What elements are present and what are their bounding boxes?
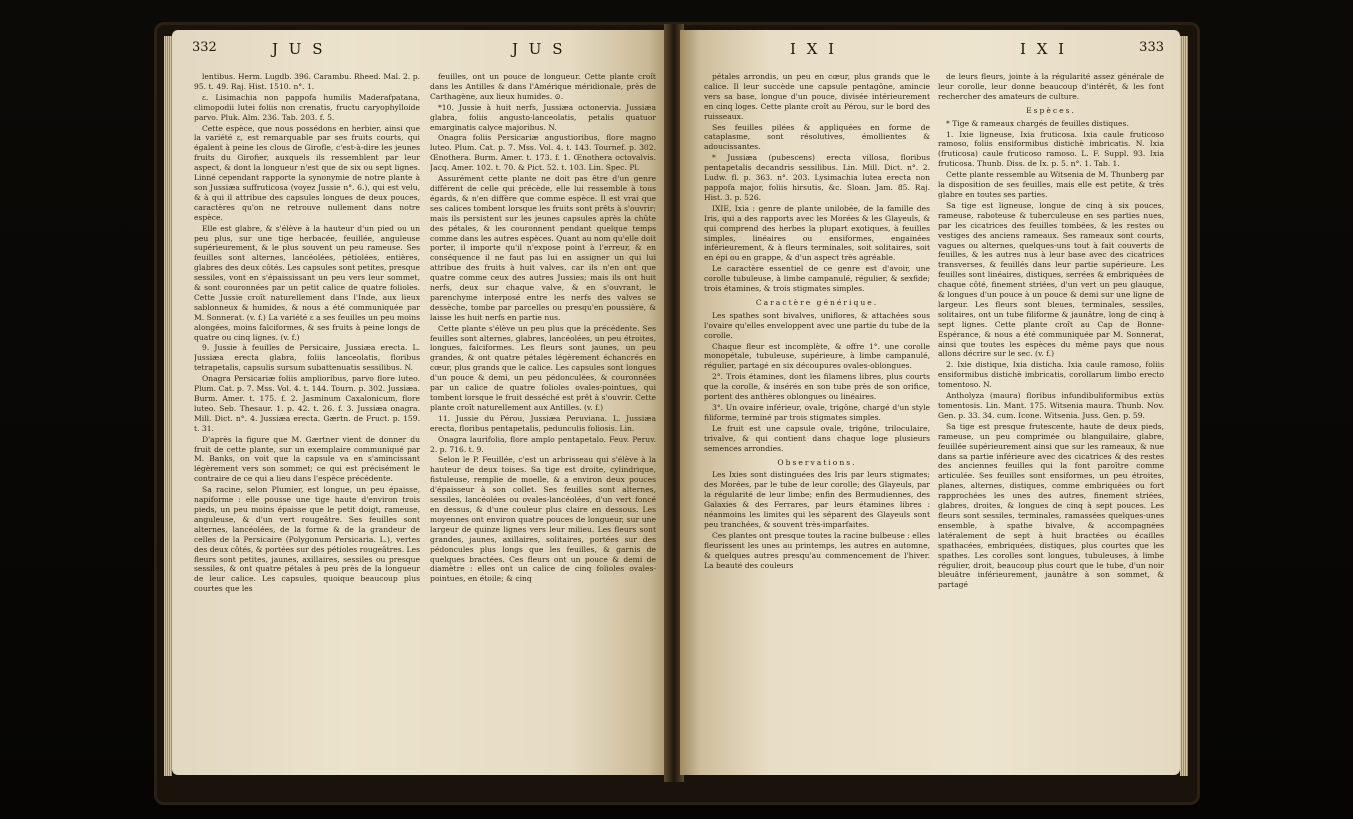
paragraph: Chaque fleur est incomplète, & offre 1°. une corolle monopétale, tubuleuse, supérieure, à limbe campanulé, régulier, partagé en six découpures ovales-oblongues.	[704, 341, 930, 371]
right-page-number: 333	[1139, 40, 1164, 55]
right-header-col1: I X I	[790, 40, 838, 58]
paragraph: Cette espèce, que nous possédons en herbier, ainsi que la variété ε, est remarquable par ses fruits courts, qui égalent à peine les clous de Girofle, c'est-à-dire les jeunes fruits du Girofier, auxquels ils ressemblent par leur aspect, & dont la longueur n'est que de six ou sept lignes. Linné cependant rapporte la synonymie de notre plante à son Jussiæa suffruticosa (voyez Jussie n°. 6.), qui est velu, & à qui il attribue des capsules longues de deux pouces, caractères qu'on ne retrouve nullement dans notre espèce.	[194, 123, 420, 222]
paragraph: Cette plante ressemble au Witsenia de M. Thunberg par la disposition de ses feuilles, mais elle est petite, & très glabre en toutes ses parties.	[938, 170, 1164, 199]
right-column-1	[704, 72, 930, 762]
paragraph: Assurément cette plante ne doit pas être d'un genre différent de celle qui précède, elle lui ressemble à tous égards, & n'en diffère que comme espèce. Il est vrai que ses calices tombent lorsque les fruits sont prêts à s'ouvrir; mais ils persistent sur les jeunes capsules après la chûte des pétales, & les couronnent pendant quelque temps comme dans les autres espèces. Quant au nom qu'elle doit porter, il importe qu'il n'expose point à l'erreur, & en conséquence il ne faut pas lui en assigner un qui lui attribue des fruits à huit valves, car ils n'en ont que quatre comme ceux des autres Jussies; mais ils ont huit nerfs, deux sur chaque valve, & en s'ouvrant, le parenchyme interposé entre les nerfs des valves se dessèche, tombe par parcelles ou presqu'en poussière, & laisse les huit nerfs en partie nus.	[430, 174, 656, 322]
left-column-2	[430, 72, 656, 762]
section-heading: Caractère générique.	[755, 297, 879, 307]
paragraph: Elle est glabre, & s'élève à la hauteur d'un pied ou un peu plus, sur une tige herbacée, feuillée, anguleuse supérieurement, & le plus souvent un peu rameuse. Ses feuilles sont alternes, lancéolées, pétiolées, entières, glabres des deux côtés. Les capsules sont petites, presque sessiles, vont en s'épaississant un peu vers leur sommet, & sont couronnées par un petit calice de quatre folioles. Cette Jussie croît naturellement dans l'Inde, aux lieux sablonneux & humides, & nous a été communiquée par M. Sonnerat. (v. f.) La variété ε a ses feuilles un peu moins alongées, moins falciformes, & ses fruits à peine longs de quatre ou cinq lignes. (v. f.)	[194, 223, 420, 342]
paragraph: 1. Ixie ligneuse, Ixia fruticosa. Ixia caule fruticoso ramoso, foliis ensiformibus distichè imbricatis. N. Ixia (fruticosa) caule fruticoso ramoso. L. F. Suppl. 93. Ixia fruticosa. Thunb. Diss. de Ix. p. 5. n°. 1. Tab. 1.	[938, 129, 1164, 169]
paragraph: Onagra foliis Persicariæ angustioribus, flore magno luteo. Plum. Cat. p. 7. Mss. Vol. 4. t. 143. Tournef. p. 302. Œnothera. Burm. Amer. t. 173. f. 1. Œnothera octovalvis. Jacq. Amer. 102. t. 70. & Pict. 52. t. 103. Lin. Spec. Pl.	[430, 133, 656, 173]
paragraph: 3°. Un ovaire inférieur, ovale, trigône, chargé d'un style filiforme, terminé par trois stigmates simples.	[704, 403, 930, 422]
paragraph: Les spathes sont bivalves, uniflores, & attachées sous l'ovaire qu'elles enveloppent avec une partie du tube de la corolle.	[704, 310, 930, 340]
paragraph: Sa tige est ligneuse, longue de cinq à six pouces, rameuse, raboteuse & tuberculeuse en ses parties nues, par les cicatrices des feuilles tombées, & les restes ou vestiges des anciens rameaux. Ses rameaux sont courts, vagues ou alternes, quelques-uns tout à fait couverts de feuilles, & les autres nus à leur base avec des cicatrices transverses, & feuillés dans leur partie supérieure. Les feuilles sont linéaires, distiques, serrées & embriquées de chaque côté, finement striées, d'un vert un peu glauque, & longues d'un pouce à un pouce & demi sur une ligne de largeur. Les fleurs sont bleues, terminales, sessiles, solitaires, ont un tube filiforme & jaunâtre, long de cinq à sept lignes. Cette plante croît au Cap de Bonne-Espérance, & nous a été communiquée par M. Sonnerat, ainsi que toutes les espèces du même pays que nous allons décrire sur le sec. (v. f.)	[938, 200, 1164, 359]
paragraph: ε. Lisimachia non pappofa humilis Maderafpatana, climopodii lutei foliis non crenatis, fructu caryophylloide parvo. Pluk. Alm. 236. Tab. 203. f. 5.	[194, 92, 420, 122]
paragraph: 2°. Trois étamines, dont les filamens libres, plus courts que la corolle, & insérés en son tube près de son orifice, portent des anthères oblongues ou linéaires.	[704, 372, 930, 402]
paragraph: Selon le P. Feuillée, c'est un arbrisseau qui s'élève à la hauteur de deux toises. Sa tige est droite, cylindrique, fistuleuse, remplie de moelle, & a environ deux pouces d'épaisseur à son collet. Ses feuilles sont alternes, sessiles, lancéolées ou ovales-lancéolées, d'un vert foncé en dessus, & d'une couleur plus claire en dessous. Les moyennes ont environ quatre pouces de longueur, sur une largeur de quinze lignes vers leur milieu. Les fleurs sont grandes, jaunes, axillaires, solitaires, portées sur des pédoncules plus longs que les feuilles, & garnis de quelques bractées. Ces fleurs ont un pouce & demi de diamètre : elles ont un calice de cinq folioles ovales-pointues, en étoile; & cinq	[430, 455, 656, 584]
paragraph: * Jussiæa (pubescens) erecta villosa, floribus pentapetalis decandris sessilibus. Lin. Mill. Dict. n°. 2. Ludw. fl. p. 363. n°. 203. Lysimachia lutea erecta non pappofa major, foliis hirsutis, &c. Sloan. Jam. 85. Raj. Hist. 3. p. 526.	[704, 153, 930, 202]
left-page	[172, 30, 668, 775]
paragraph: Cette plante s'élève un peu plus que la précédente. Ses feuilles sont alternes, glabres, lancéolées, un peu étroites, longues, falciformes. Les fleurs sont jaunes, un peu grandes, & ont quatre pétales légèrement échancrés en cœur, plus grands que le calice. Les capsules sont longues d'un pouce & demi, un peu pédonculées, & couronnées par un calice de quatre folioles ovales-pointues, qui tombent lorsque le fruit desséché est prêt à s'ouvrir. Cette plante croît naturellement aux Antilles. (v. f.)	[430, 323, 656, 412]
paragraph: Le fruit est une capsule ovale, trigône, triloculaire, trivalve, & qui contient dans chaque loge plusieurs semences arrondies.	[704, 423, 930, 453]
right-page	[680, 30, 1180, 775]
paragraph: IXIE, Ixia : genre de plante unilobée, de la famille des Iris, qui a des rapports avec les Morées & les Glayeuls, & qui comprend des herbes la plupart exotiques, à feuilles simples, linéaires ou ensiformes, engainées inférieurement, & à fleurs terminales, soit solitaires, soit en épi ou en grappe, & d'un aspect très agréable.	[704, 203, 930, 263]
right-column-2	[938, 72, 1164, 762]
paragraph: Antholyza (maura) floribus infundibuliformibus extùs tomentosis. Lin. Mant. 175. Witsenia maura. Thunb. Nov. Gen. p. 33. 34. cum. Icone. Witsenia. Juss. Gen. p. 59.	[938, 391, 1164, 420]
paragraph: feuilles, ont un pouce de longueur. Cette plante croît dans les Antilles & dans l'Amérique méridionale, près de Carthagène, aux lieux humides. ⊙.	[430, 72, 656, 101]
right-page-edges	[1180, 36, 1188, 776]
paragraph: Les Ixies sont distinguées des Iris par leurs stigmates; des Morées, par le tube de leur corolle; des Glayeuls, par la régularité de leur limbe; enfin des Bermudiennes, des Galaxies & des Ferrares, par leurs étamines libres : néanmoins les limites qui les séparent des Glayeuls sont peu tranchées, & souvent très-imparfaites.	[704, 470, 930, 529]
left-header-col2: J U S	[512, 40, 566, 58]
paragraph: Sa tige est presque frutescente, haute de deux pieds, rameuse, un peu comprimée ou blanguilaire, glabre, feuillée supérieurement ainsi que sur les rameaux, & nue dans sa partie inférieure avec des cicatrices & des restes des anciennes feuilles qui la font paroître comme articulée. Ses feuilles sont ensiformes, un peu étroites, planes, alternes, distiques, comme embriquées ou fort rapprochées les unes des autres, finement striées, glabres, droites, & longues de cinq à sept pouces. Les fleurs sont sessiles, terminales, ramassées quelques-unes ensemble, à spathe bivalve, & accompagnées latéralement de sept à huit bractées ou écailles spathacées, embriquées, distiques, plus courtes que les spathes. Les corolles sont longues, tubuleuses, à limbe régulier, droit, beaucoup plus court que le tube, d'un noir bleuâtre inférieurement, jaunâtre à son sommet, & partagé	[938, 421, 1164, 590]
paragraph: *10. Jussie à huit nerfs, Jussiæa octonervia. Jussiæa glabra, foliis angusto-lanceolatis, petalis quatuor emarginatis calyce majoribus. N.	[430, 102, 656, 132]
left-column-1	[194, 72, 420, 762]
paragraph: pétales arrondis, un peu en cœur, plus grands que le calice. Il leur succède une capsule pentagône, amincie vers sa base, longue d'un pouce, divisée intérieurement en cinq loges. Cette plante croît au Pérou, sur le bord des ruisseaux.	[704, 72, 930, 121]
paragraph: Onagra Persicariæ foliis amplioribus, parvo flore luteo. Plum. Cat. p. 7. Mss. Vol. 4. t. 144. Tourn. p. 302. Jussiæa. Burm. Amer. t. 175. f. 2. Jasminum Caxalonicum, flore luteo. Seb. Thesaur. 1. p. 42. t. 26. f. 3. Jussiæa onagra. Mill. Dict. n°. 4. Jussiæa erecta. Gærtn. de Fruct. p. 159. t. 31.	[194, 374, 420, 433]
paragraph: lentibus. Herm. Lugdb. 396. Carambu. Rheed. Mal. 2. p. 95. t. 49. Raj. Hist. 1510. n°. 1.	[194, 72, 420, 91]
left-running-head	[172, 40, 668, 62]
section-heading: Espèces.	[1026, 105, 1076, 115]
paragraph: 9. Jussie à feuilles de Persicaire, Jussiæa erecta. L. Jussiæa erecta glabra, foliis lanceolatis, floribus tetrapetalis, capsulis sursum subattenuatis sessilibus. N.	[194, 343, 420, 373]
paragraph: de leurs fleurs, jointe à la régularité assez générale de leur corolle, leur donne beaucoup d'intérêt, & les font rechercher des amateurs de culture.	[938, 72, 1164, 101]
paragraph: Le caractère essentiel de ce genre est d'avoir, une corolle tubuleuse, à limbe campanulé, régulier, & sexfide; trois étamines, & trois stigmates simples.	[704, 264, 930, 294]
left-page-number: 332	[192, 40, 217, 55]
section-heading: Observations.	[777, 457, 857, 467]
right-running-head	[680, 40, 1180, 62]
paragraph: Onagra laurifolia, flore amplo pentapetalo. Feuv. Peruv. 2. p. 716. t. 9.	[430, 434, 656, 454]
paragraph: D'après la figure que M. Gærtner vient de donner du fruit de cette plante, sur un exemplaire communiqué par M. Banks, on voit que la capsule va en s'amincissant légèrement vers son sommet; ce qui est précisément le contraire de ce qui a lieu dans l'espèce précédente.	[194, 434, 420, 484]
paragraph: 11. Jussie du Pérou, Jussiæa Peruviana. L. Jussiæa erecta, floribus pentapetalis, pedunculis foliosis. Lin.	[430, 413, 656, 433]
paragraph: Ces plantes ont presque toutes la racine bulbeuse : elles fleurissent les unes au printemps, les autres en automne, & quelques autres presqu'au commencement de l'hiver. La beauté des couleurs	[704, 530, 930, 570]
paragraph: * Tige & rameaux chargés de feuilles distiques.	[946, 118, 1129, 128]
right-header-col2: I X I	[1020, 40, 1068, 58]
paragraph: Sa racine, selon Plumier, est longue, un peu épaisse, napiforme : elle pousse une tige haute d'environ trois pieds, un peu moins épaisse que le petit doigt, rameuse, anguleuse, & d'un vert rougeâtre. Ses feuilles sont alternes, lancéolées, de la forme & de la grandeur de celles de la Persicaire (Polygonum Persicaria. L.), vertes des deux côtés, & portées sur des pétioles rougeâtres. Les fleurs sont petites, jaunes, axillaires, sessiles ou presque sessiles, & ont quatre pétales à peu près de la longueur de leur calice. Les capsules, quoique beaucoup plus courtes que les	[194, 485, 420, 594]
paragraph: Ses feuilles pilées & appliquées en forme de cataplasme, sont résolutives, émollientes & adoucissantes.	[704, 122, 930, 152]
left-header-col1: J U S	[272, 40, 326, 58]
paragraph: 2. Ixie distique, Ixia disticha. Ixia caule ramoso, foliis ensiformibus distichè imbricatis, corollarum limbo erecto tomentoso. N.	[938, 360, 1164, 390]
left-page-edges	[164, 36, 172, 776]
